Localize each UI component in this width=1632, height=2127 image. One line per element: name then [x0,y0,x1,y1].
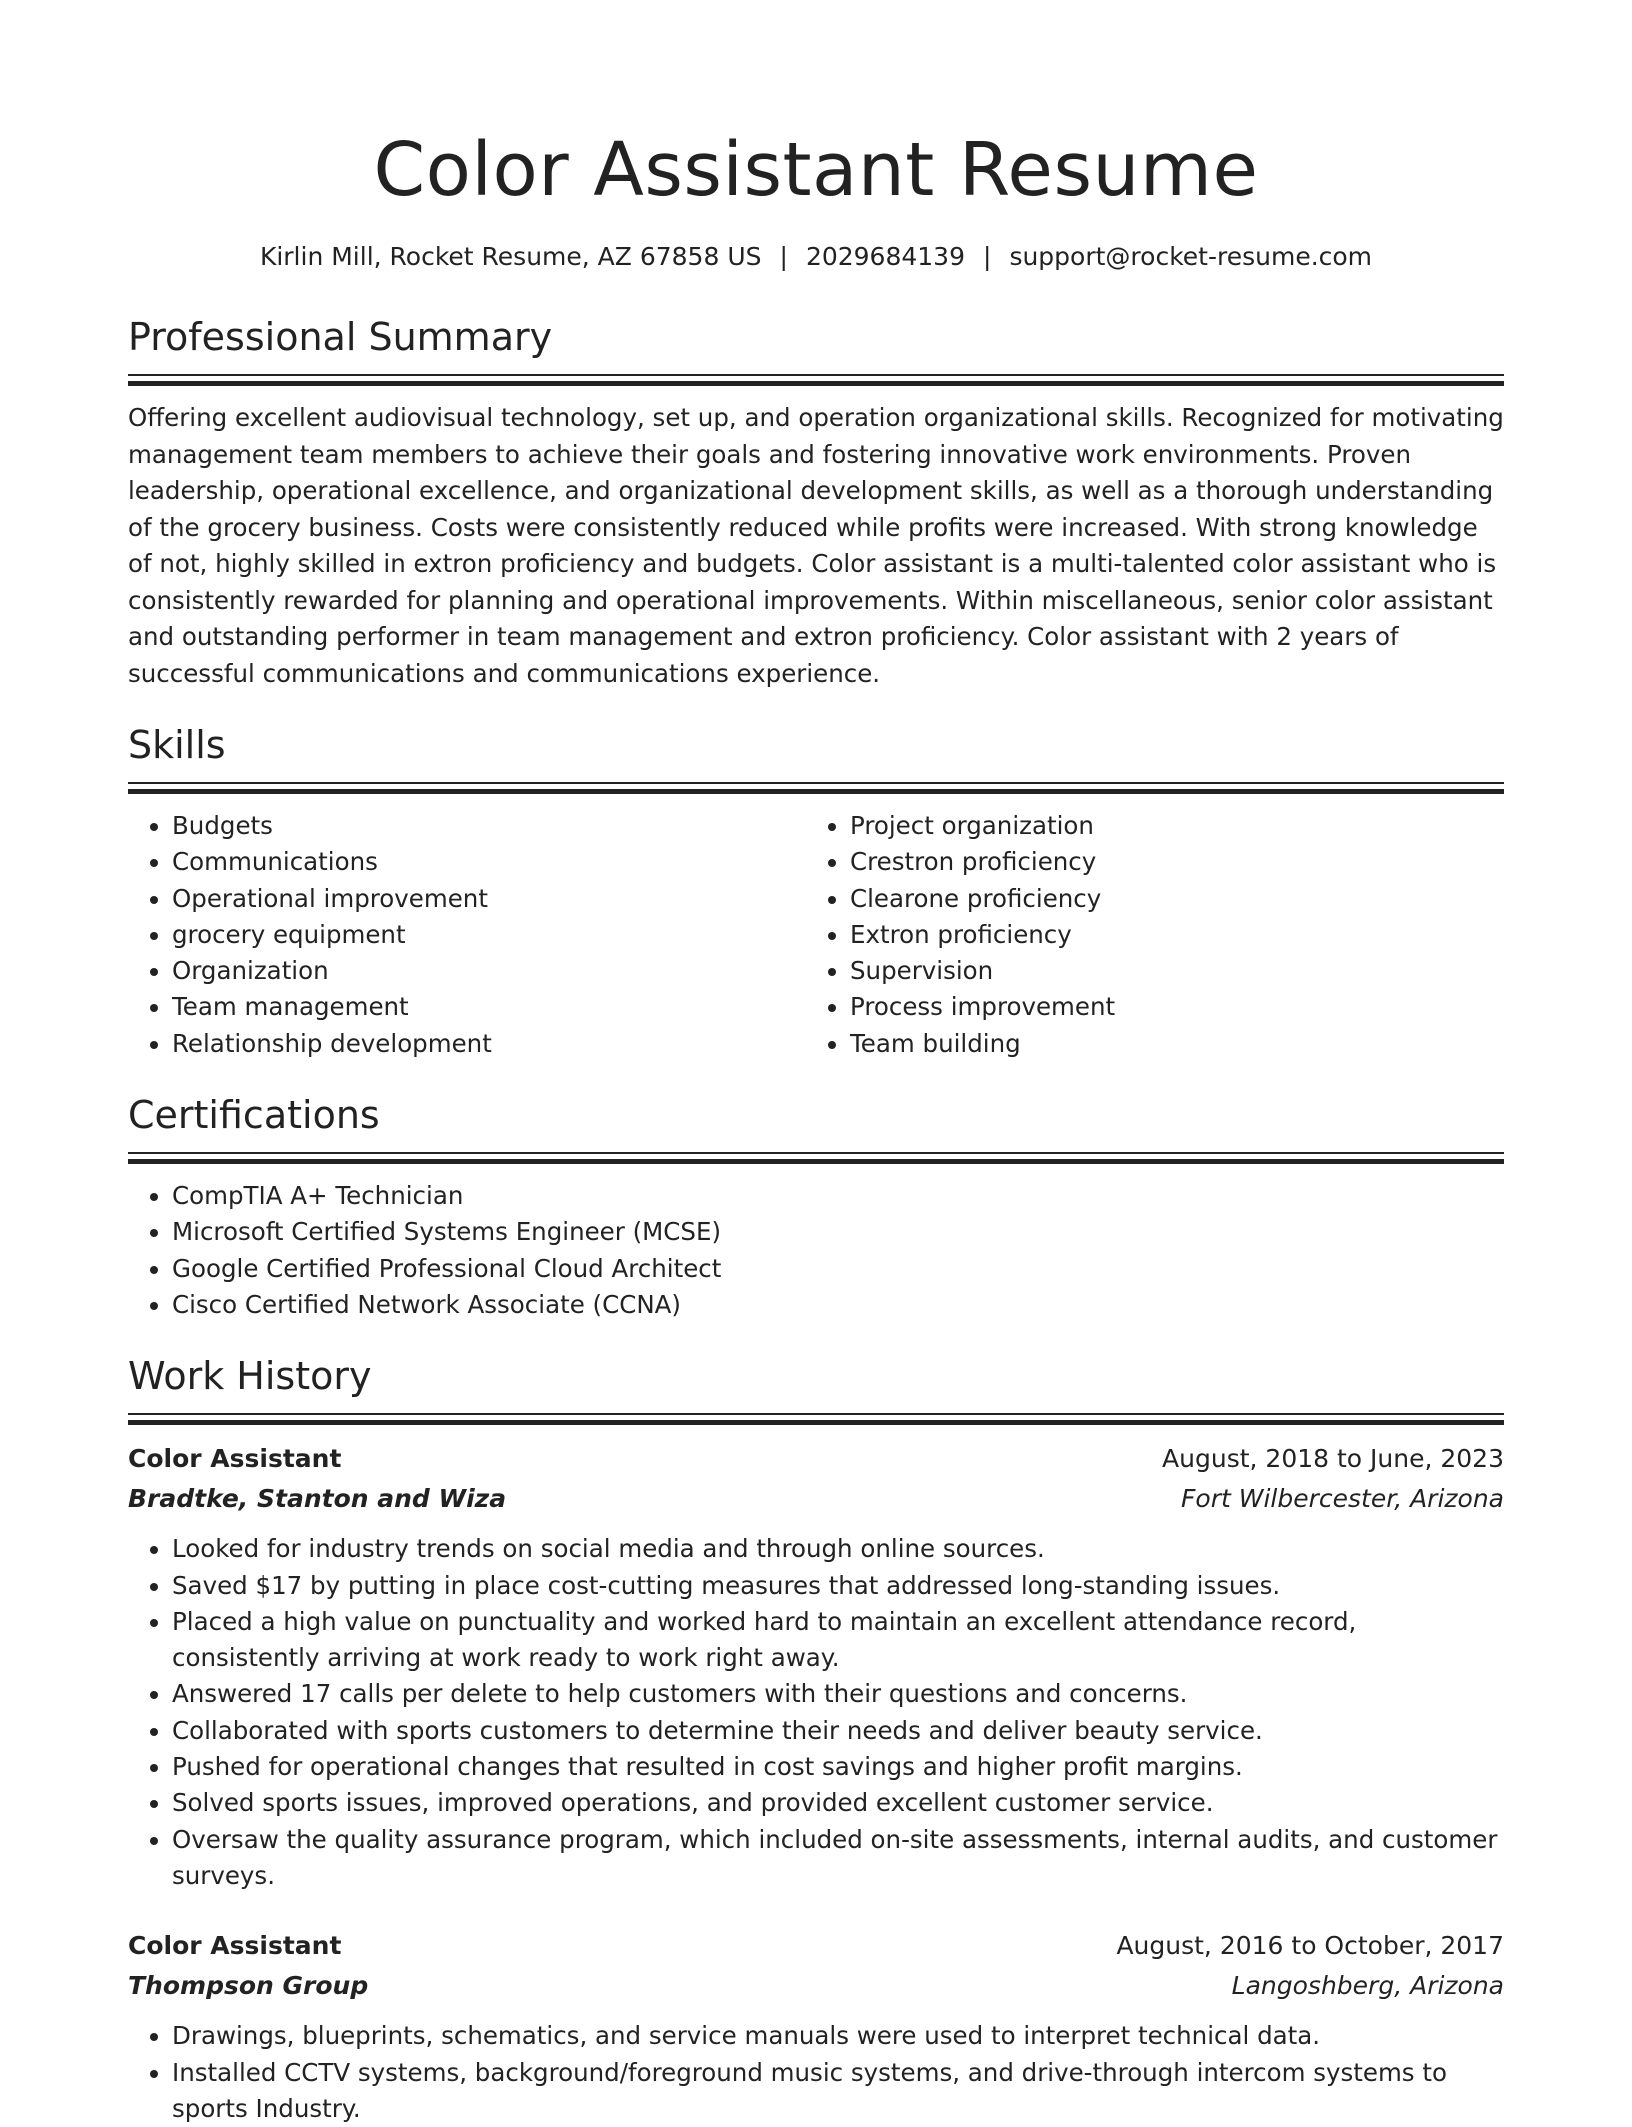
job-entry [128,1926,1504,2127]
skill-item: • Operational improvement [172,881,806,917]
job-bullet: • Placed a high value on punctuality and worked hard to maintain an excellent attendance record, consistently arriving at work ready to work right away. [172,1604,1504,1677]
job-bullet: • Drawings, blueprints, schematics, and service manuals were used to interpret technical data. [172,2018,1504,2054]
section-divider [128,1152,1504,1164]
job-bullet: • Oversaw the quality assurance program, which included on-site assessments, internal audits, and customer surveys. [172,1822,1504,1895]
job-bullet: • Pushed for operational changes that resulted in cost savings and higher profit margins. [172,1749,1504,1785]
job-location: Fort Wilbercester, Arizona [1181,1484,1504,1514]
job-subheader [128,1966,1504,2006]
skill-item: • Project organization [850,808,1484,844]
work-history-heading: Work History [128,1354,372,1399]
section-divider [128,1413,1504,1425]
skill-item: • Team building [850,1026,1484,1062]
skills-list [128,808,1504,1062]
job-entry [128,1439,1504,1894]
job-title: Color Assistant [128,1444,342,1474]
skill-item: • Relationship development [172,1026,806,1062]
job-location: Langoshberg, Arizona [1231,1971,1504,2001]
contact-separator: | [779,242,788,271]
job-bullet: • Solved sports issues, improved operations, and provided excellent customer service. [172,1785,1504,1821]
skill-item: • Crestron proficiency [850,844,1484,880]
skills-heading: Skills [128,723,226,767]
job-dates: August, 2018 to June, 2023 [1162,1444,1504,1474]
job-bullets [128,1531,1504,1894]
job-subheader [128,1479,1504,1519]
job-bullet: • Answered 17 calls per delete to help customers with their questions and concerns. [172,1676,1504,1712]
certifications-heading: Certifications [128,1093,380,1138]
job-bullet: • Installed CCTV systems, background/foreground music systems, and drive-through intercom systems to sports Industry. [172,2055,1504,2127]
job-bullet: • Looked for industry trends on social media and through online sources. [172,1531,1504,1567]
certification-item: • Cisco Certified Network Associate (CCNA) [172,1287,1504,1323]
section-divider [128,374,1504,386]
skill-item: • Extron proficiency [850,917,1484,953]
skill-item: • Organization [172,953,806,989]
job-header [128,1926,1504,1966]
resume-title: Color Assistant Resume [373,127,1259,213]
contact-phone: 2029684139 [805,242,965,271]
contact-line [128,240,1504,274]
job-bullet: • Collaborated with sports customers to determine their needs and deliver beauty service. [172,1713,1504,1749]
contact-address: Kirlin Mill, Rocket Resume, AZ 67858 US [259,242,762,271]
certification-item: • CompTIA A+ Technician [172,1178,1504,1214]
skill-item: • grocery equipment [172,917,806,953]
job-bullet: • Saved $17 by putting in place cost-cutting measures that addressed long-standing issues. [172,1568,1504,1604]
skill-item: • Team management [172,989,806,1025]
certification-item: • Microsoft Certified Systems Engineer (MCSE) [172,1214,1504,1250]
resume-page [128,0,1504,2127]
skills-column-right [806,808,1484,1062]
section-divider [128,782,1504,794]
certifications-section [128,1090,1504,1323]
skill-item: • Communications [172,844,806,880]
skill-item: • Clearone proficiency [850,881,1484,917]
job-bullets [128,2018,1504,2127]
skills-column-left [128,808,806,1062]
contact-separator: | [983,242,992,271]
certification-item: • Google Certified Professional Cloud Architect [172,1251,1504,1287]
job-dates: August, 2016 to October, 2017 [1116,1931,1504,1961]
job-company: Bradtke, Stanton and Wiza [128,1484,507,1514]
job-company: Thompson Group [128,1971,369,2001]
work-history-section [128,1351,1504,2127]
summary-text: Offering excellent audiovisual technology, set up, and operation organizational skills. Recognized for motivating management team members to achieve their goals and fostering innovative work environments. Proven leadership, operational excellence, and organizational development skills, as well as a thorough understanding of the grocery business. Costs were consistently reduced while profits were increased. With strong knowledge of not, highly skilled in extron proficiency and budgets. Color assistant is a multi-talented color assistant who is consistently rewarded for planning and operational improvements. Within miscellaneous, senior color assistant and outstanding performer in team management and extron proficiency. Color assistant with 2 years of successful communications and communications experience. [128,403,1504,688]
certifications-list [128,1178,1504,1323]
summary-section [128,312,1504,692]
job-title: Color Assistant [128,1931,342,1961]
job-header [128,1439,1504,1479]
skill-item: • Supervision [850,953,1484,989]
skills-section [128,720,1504,1062]
contact-email: support@rocket-resume.com [1009,242,1373,271]
skill-item: • Budgets [172,808,806,844]
skill-item: • Process improvement [850,989,1484,1025]
summary-heading: Professional Summary [128,315,553,359]
